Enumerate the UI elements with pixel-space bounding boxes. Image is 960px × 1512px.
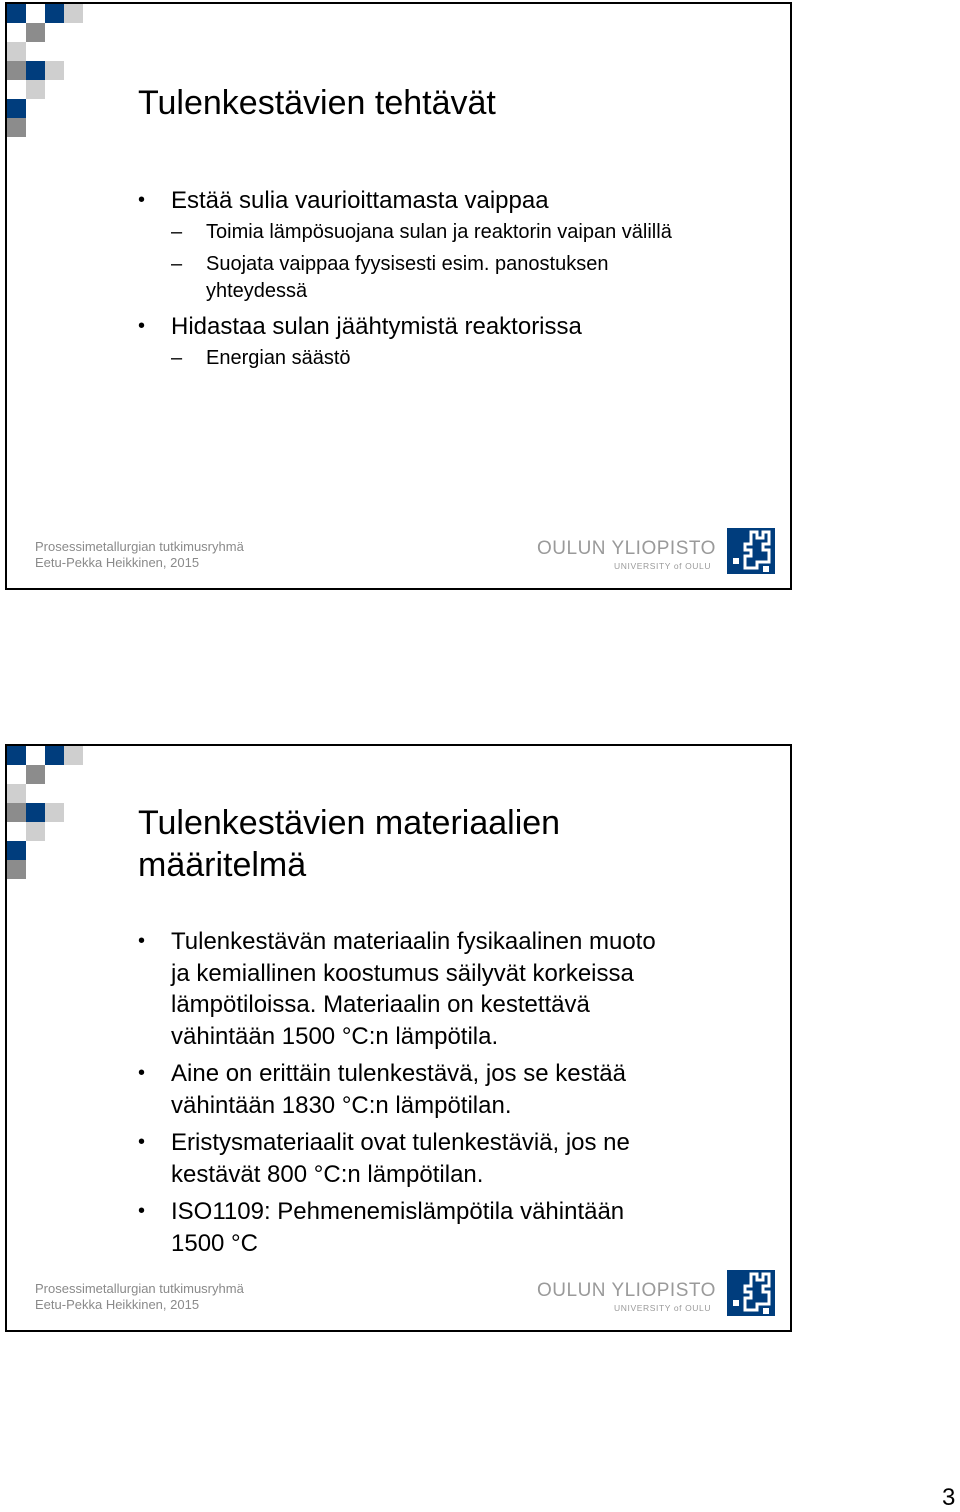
logo-name: OULUN YLIOPISTO [537, 1280, 716, 1301]
university-emblem-icon [727, 1270, 775, 1316]
slide-title: Tulenkestävien tehtävät [138, 84, 496, 122]
slide-1 [5, 2, 792, 590]
university-logo [537, 1270, 777, 1318]
sub-bullet-item: – Energian säästö [138, 345, 698, 372]
bullet-list [138, 185, 698, 371]
footer-author: Eetu-Pekka Heikkinen, 2015 [35, 555, 200, 570]
bullet-item: • Estää sulia vaurioittamasta vaippaa [138, 185, 698, 217]
bullet-item: • ISO1109: Pehmenemislämpötila vähintään 1500 °C [138, 1196, 678, 1259]
logo-subtitle: UNIVERSITY of OULU [614, 1303, 712, 1313]
bullet-item: • Hidastaa sulan jäähtymistä reaktorissa [138, 311, 698, 343]
footer-author: Eetu-Pekka Heikkinen, 2015 [35, 1297, 200, 1312]
bullet-list [138, 926, 678, 1259]
slide-title: Tulenkestävien materiaalien määritelmä [138, 804, 561, 884]
bullet-item: • Aine on erittäin tulenkestävä, jos se kestää vähintään 1830 °C:n lämpötilan. [138, 1058, 678, 1121]
university-logo [537, 528, 777, 576]
bullet-item: • Tulenkestävän materiaalin fysikaalinen muoto ja kemiallinen koostumus säilyvät korkeissa lämpötiloissa. Materiaalin on kestettävä vähintään 1500 °C:n lämpötila. [138, 926, 678, 1052]
logo-subtitle: UNIVERSITY of OULU [614, 561, 712, 571]
sub-bullet-item: – Toimia lämpösuojana sulan ja reaktorin vaipan välillä [138, 219, 698, 246]
sub-bullet-item: – Suojata vaippaa fyysisesti esim. panostuksen yhteydessä [138, 251, 698, 304]
slide-2 [5, 744, 792, 1332]
bullet-item: • Eristysmateriaalit ovat tulenkestäviä, jos ne kestävät 800 °C:n lämpötilan. [138, 1127, 678, 1190]
logo-name: OULUN YLIOPISTO [537, 538, 716, 559]
footer-group: Prosessimetallurgian tutkimusryhmä [35, 539, 244, 554]
footer-group: Prosessimetallurgian tutkimusryhmä [35, 1281, 244, 1296]
university-emblem-icon [727, 528, 775, 574]
page-number: 3 [942, 1484, 956, 1511]
